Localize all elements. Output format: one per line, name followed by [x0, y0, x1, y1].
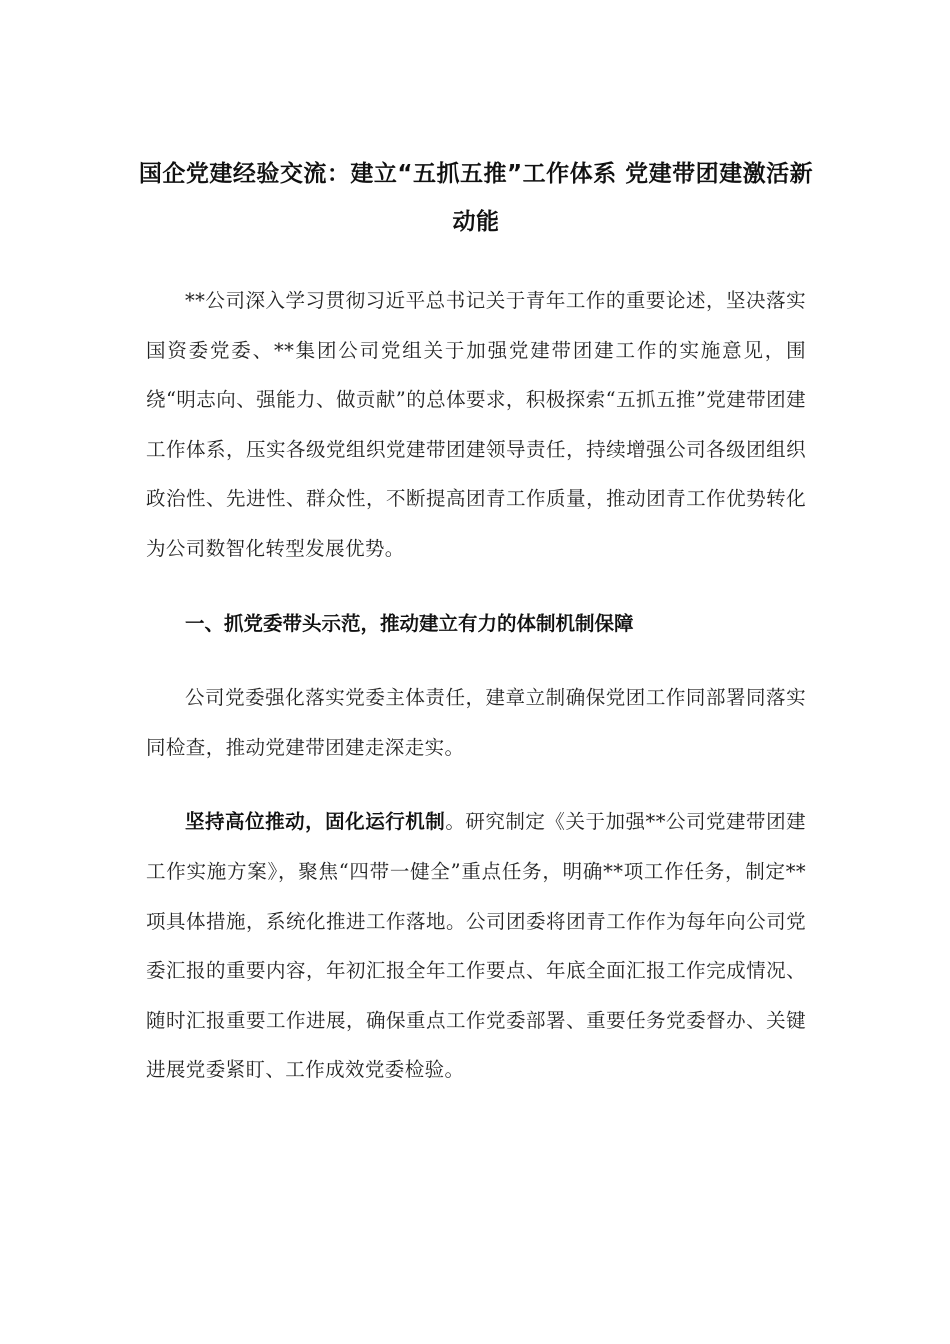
point-paragraph-1: [146, 797, 806, 1095]
document-title: 国企党建经验交流：建立“五抓五推”工作体系 党建带团建激活新动能: [138, 161, 814, 235]
document-body: [138, 150, 814, 1095]
point-body-1: 。研究制定《关于加强**公司党建带团建工作实施方案》，聚焦“四带一健全”重点任务，明确**项工作任务，制定**项具体措施，系统化推进工作落地。公司团委将团青工作作为每年向公司党委汇报的重要内容，年初汇报全年工作要点、年底全面汇报工作完成情况、随时汇报重要工作进展，确保重点工作党委部署、重要任务党委督办、关键进展党委紧盯、工作成效党委检验。: [146, 810, 807, 1082]
section-summary-paragraph: 公司党委强化落实党委主体责任，建章立制确保党团工作同部署同落实同检查，推动党建带团建走深走实。: [146, 686, 806, 759]
section-heading-1: 一、抓党委带头示范，推动建立有力的体制机制保障: [185, 611, 634, 635]
intro-paragraph: **公司深入学习贯彻习近平总书记关于青年工作的重要论述，坚决落实国资委党委、**集团公司党组关于加强党建带团建工作的实施意见，围绕“明志向、强能力、做贡献”的总体要求，积极探索“五抓五推”党建带团建工作体系，压实各级党组织党建带团建领导责任，持续增强公司各级团组织政治性、先进性、群众性，不断提高团青工作质量，推动团青工作优势转化为公司数智化转型发展优势。: [146, 289, 806, 560]
point-lead-1: 坚持高位推动，固化运行机制: [185, 810, 446, 834]
